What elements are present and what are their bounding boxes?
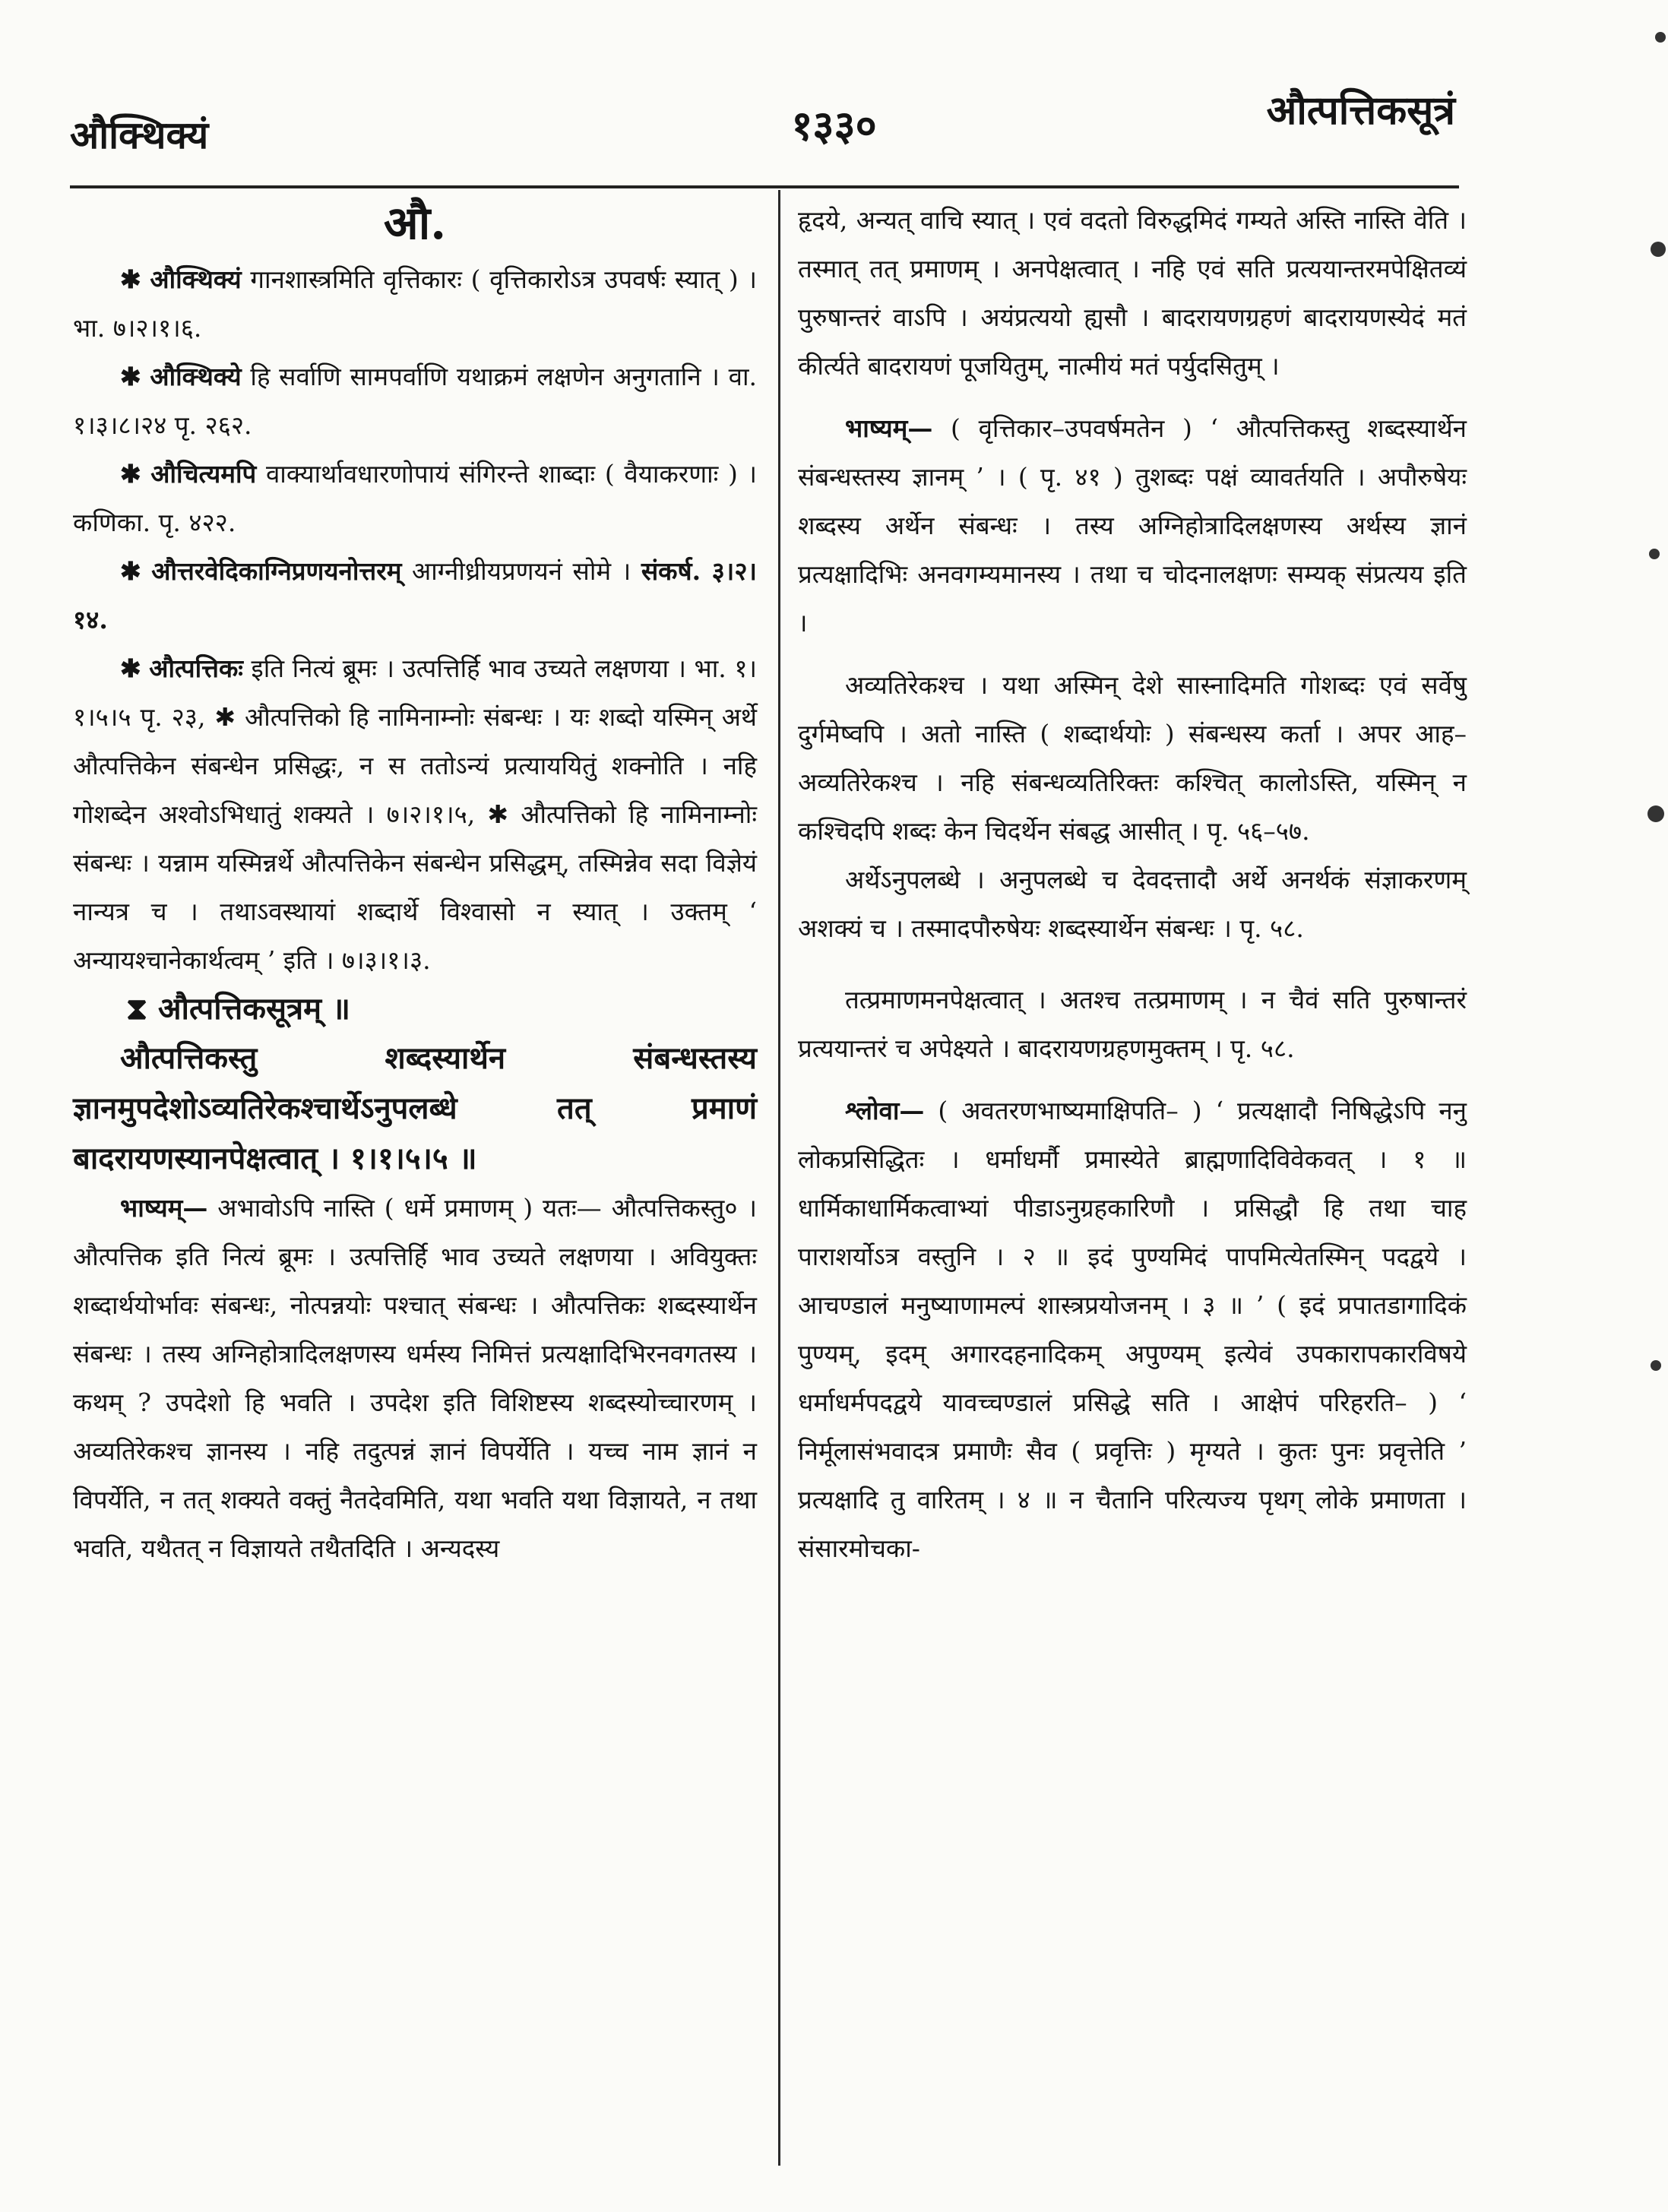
entry-text: गानशास्त्रमिति वृत्तिकारः ( वृत्तिकारोऽत्र उपवर्षः स्यात् ) । भा. ७।२।१।६. [73,264,757,343]
running-head-right: औत्पत्तिकसूत्रं [1266,87,1455,134]
entry-auttaravedika [73,547,757,644]
left-column [73,196,757,1573]
sutra-heading [73,985,757,1033]
entry-text: इति नित्यं ब्रूमः । उत्पत्तिर्हि भाव उच्यते लक्षणया । भा. १।१।५।५ पृ. २३, ✱ औत्पत्तिको हि नामिनाम्नोः संबन्धः । यः शब्दो यस्मिन् अर्थे औत्पत्तिकेन संबन्धेन प्रसिद्धः, न स ततोऽन्यं प्रत्याययितुं शक्नोति । नहि गोशब्देन अश्वोऽभिधातुं शक्यते । ७।२।१।५, ✱ औत्पत्तिको हि नामिनाम्नोः संबन्धः । यन्नाम यस्मिन्नर्थे औत्पत्तिकेन संबन्धेन प्रसिद्धम्, तस्मिन्नेव सदा विज्ञेयं नान्यत्र च । तथाऽवस्थायां शब्दार्थे विश्वासो न स्यात् । उक्तम् ‘ अन्यायश्चानेकार्थत्वम् ’ इति । ७।३।१।३. [73,653,757,975]
asterisk-icon: ✱ [120,459,141,489]
sutra-title: औत्पत्तिकसूत्रम् ॥ [158,991,350,1027]
entry-autpattika [73,644,757,985]
avyatireka-paragraph: अव्यतिरेकश्च । यथा अस्मिन् देशे सास्नादिमति गोशब्दः एवं सर्वेषु दुर्गमेष्वपि । अतो नास्ति ( शब्दार्थयोः ) संबन्धस्य कर्ता । अपर आह– अव्यतिरेकश्च । नहि संबन्धव्यतिरिक्तः कश्चित् कालोऽस्ति, यस्मिन् न कश्चिदपि शब्दः केन चिदर्थेन संबद्ध आसीत् । पृ. ५६–५७. [798,670,1467,846]
pramana-paragraph: तत्प्रमाणमनपेक्षत्वात् । अतश्च तत्प्रमाणम् । न चैवं सति पुरुषान्तरं प्रत्ययान्तरं च अपेक्ष्यते । बादरायणग्रहणमुक्तम् । पृ. ५८. [798,985,1467,1063]
hourglass-icon: ⧗ [126,991,148,1027]
bhashya-paragraph [73,1184,757,1573]
entry-term: औचित्यमपि [150,459,257,489]
asterisk-icon: ✱ [120,264,141,294]
shlokavarttika-paragraph [798,1087,1467,1573]
entry-term: औक्थिक्ये [150,362,242,391]
scan-edge-mark [1651,1360,1661,1371]
asterisk-icon: ✱ [120,556,141,586]
page-number: १३३० [791,101,877,150]
letter-heading: औ. [383,197,447,250]
bhashya-text: ( वृत्तिकार–उपवर्षमतेन ) ‘ औत्पत्तिकस्तु शब्दस्यार्थेन संबन्धस्तस्य ज्ञानम् ’ । ( पृ. ४१ ) तुशब्दः पक्षं व्यावर्तयति । अपौरुषेयः शब्दस्य अर्थेन संबन्धः । तस्य अग्निहोत्रादिलक्षणस्य अर्थस्य ज्ञानं प्रत्यक्षादिभिः अनवगम्यमानस्य । तथा च चोदनालक्षणः सम्यक् संप्रत्यय इति । [798,413,1467,638]
entry-auchitya [73,450,757,547]
bhashya-text: अभावोऽपि नास्ति ( धर्मे प्रमाणम् ) यतः— औत्पत्तिकस्तु० । औत्पत्तिक इति नित्यं ब्रूमः । उत्पत्तिर्हि भाव उच्यते लक्षणया । अवियुक्तः शब्दार्थयोर्भावः संबन्धः, नोत्पन्नयोः पश्चात् संबन्धः । औत्पत्तिकः शब्दस्यार्थेन संबन्धः । तस्य अग्निहोत्रादिलक्षणस्य धर्मस्य निमित्तं प्रत्यक्षादिभिरनवगतस्य । कथम् ? उपदेशो हि भवति । उपदेश इति विशिष्टस्य शब्दस्योच्चारणम् । अव्यतिरेकश्च ज्ञानस्य । नहि तदुत्पन्नं ज्ञानं विपर्येति । यच्च नाम ज्ञानं न विपर्येति, न तत् शक्यते वक्तुं नैतदेवमिति, यथा भवति यथा विज्ञायते, न तथा भवति, यथैतत् न विज्ञायते तथैतदिति । अन्यदस्य [73,1193,757,1563]
entry-term: औक्थिक्यं [150,264,242,294]
shlokavarttika-label: श्लोवा— [845,1096,925,1125]
header-rule [70,185,1459,188]
entry-text: हि सर्वाणि सामपर्वाणि यथाक्रमं लक्षणेन अनुगतानि । वा. १।३।८।२४ पृ. २६२. [73,362,757,440]
sutra-text: औत्पत्तिकस्तु शब्दस्यार्थेन संबन्धस्तस्य ज्ञानमुपदेशोऽव्यतिरेकश्चार्थेऽनुपलब्धे तत् प्रमाणं बादरायणस्यानपेक्षत्वात् । १।१।५।५ ॥ [73,1040,757,1176]
bhashya-label: भाष्यम्— [120,1193,208,1223]
asterisk-icon: ✱ [120,653,141,683]
column-divider [778,190,780,2166]
entry-reference: संकर्ष. ३।२।१४. [73,556,757,634]
scan-edge-mark [1651,242,1666,257]
bhashya-label: भाष्यम्— [845,413,933,443]
entry-term: औत्पत्तिकः [149,653,243,683]
scan-edge-mark [1647,805,1664,822]
entry-aukthikye [73,353,757,450]
paragraph-continuation: हृदये, अन्यत् वाचि स्यात् । एवं वदतो विरुद्धमिदं गम्यते अस्ति नास्ति वेति । तस्मात् तत् प्रमाणम् । अनपेक्षत्वात् । नहि एवं सति प्रत्ययान्तरमपेक्षितव्यं पुरुषान्तरं वाऽपि । अयंप्रत्ययो ह्यसौ । बादरायणग्रहणं बादरायणस्येदं मतं कीर्त्यते बादरायणं पूजयितुम्, नात्मीयं मतं पर्युदसितुम् । [798,205,1467,381]
asterisk-icon: ✱ [120,362,141,391]
shlokavarttika-text: ( अवतरणभाष्यमाक्षिपति– ) ‘ प्रत्यक्षादौ निषिद्धेऽपि ननु लोकप्रसिद्धितः । धर्माधर्मौ प्रमास्येते ब्राह्मणादिविवेकवत् । १ ॥ धार्मिकाधार्मिकत्वाभ्यां पीडाऽनुग्रहकारिणौ । प्रसिद्धौ हि तथा चाह पाराशर्योऽत्र वस्तुनि । २ ॥ इदं पुण्यमिदं पापमित्येतस्मिन् पदद्वये । आचण्डालं मनुष्याणामल्पं शास्त्रप्रयोजनम् । ३ ॥ ’ ( इदं प्रपातडागादिकं पुण्यम्, इदम् अगारदहनादिकम् अपुण्यम् इत्येवं उपकारापकारविषये धर्माधर्मपदद्वये यावच्चण्डालं प्रसिद्धे सति । आक्षेपं परिहरति– ) ‘ निर्मूलासंभवादत्र प्रमाणैः सैव ( प्रवृत्तिः ) मृग्यते । कुतः पुनः प्रवृत्तेति ’ प्रत्यक्षादि तु वारितम् । ४ ॥ न चैतानि परित्यज्य पृथग् लोके प्रमाणता । संसारमोचका- [798,1096,1467,1563]
entry-term: औत्तरवेदिकाग्निप्रणयनोत्तरम् [151,556,402,586]
right-column [798,196,1467,1573]
page-header [0,0,1668,190]
scan-edge-mark [1655,32,1666,43]
bhashya-vrttikara-paragraph [798,404,1467,647]
entry-text: वाक्यार्थावधारणोपायं संगिरन्ते शाब्दाः ( वैयाकरणाः ) । कणिका. पृ. ४२२. [73,459,757,537]
entry-text: आग्नीध्रीयप्रणयनं सोमे । [412,556,631,586]
scan-edge-mark [1649,549,1660,559]
anupalabdhe-paragraph: अर्थेऽनुपलब्धे । अनुपलब्धे च देवदत्तादौ अर्थे अनर्थकं संज्ञाकरणम् अशक्यं च । तस्मादपौरुषेयः शब्दस्यार्थेन संबन्धः । पृ. ५८. [798,865,1467,943]
entry-aukthikya [73,255,757,353]
running-head-left: औक्थिक्यं [70,112,209,157]
